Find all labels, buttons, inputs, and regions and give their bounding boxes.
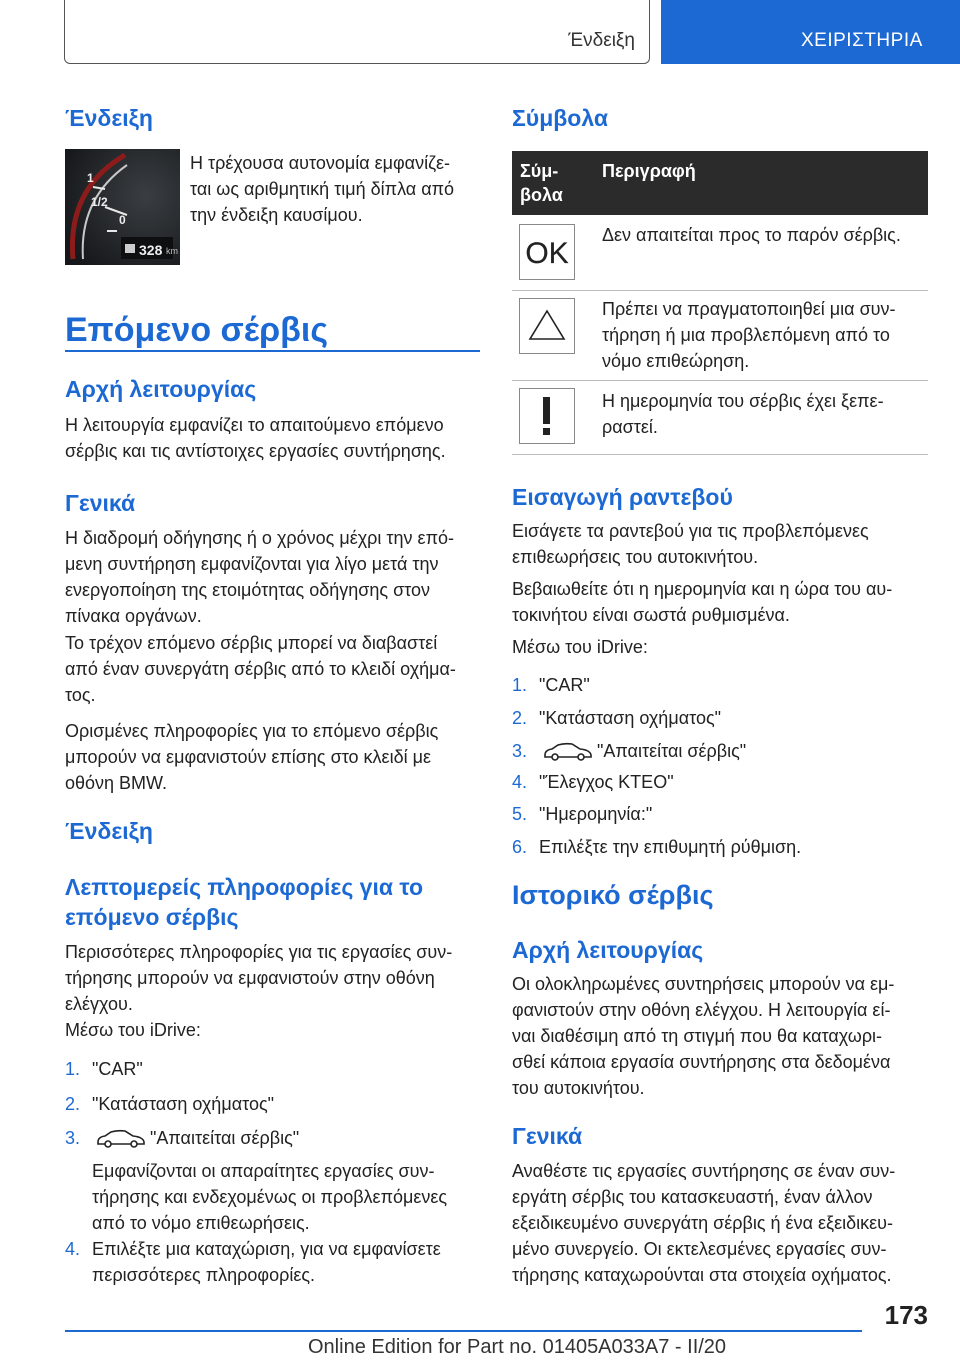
symbols-heading: Σύμβολα: [512, 105, 608, 131]
symbol-row-2-text: Πρέπει να πραγματοποιηθεί μια συν- τήρηση ή μια προβλεπόμενη από το νόμο επιθεώρηση.: [602, 299, 896, 371]
details-text: Περισσότερες πληροφορίες για τις εργασίες συν- τήρησης μπορούν να εμφανιστούν στην οθόνη ελέγχου.: [65, 942, 453, 1014]
gauge-label-half: 1/2: [91, 195, 108, 209]
right-steps-list: 1. "CAR" 2. "Κατάσταση οχήματος" 3. "Απαιτείται σέρβις" 4. "Έλεγχος ΚΤΕΟ" 5. "Ημερομηνία:" 6. Επιλέξτε την επιθυμητή ρύθμιση.: [512, 675, 802, 857]
car-icon: [95, 1128, 147, 1150]
history-heading: Ιστορικό σέρβις: [512, 880, 714, 910]
step3-note: Εμφανίζονται οι απαραίτητες εργασίες συν- τήρησης και ενδεχομένως οι προβλεπόμενες από το νόμο επιθεωρήσεις.: [92, 1161, 448, 1233]
gauge-range-value: 328: [139, 242, 163, 258]
ok-icon: [519, 224, 575, 280]
gauge-label-empty: 0: [119, 213, 126, 227]
svg-text:OK: OK: [525, 237, 569, 270]
table-divider: [512, 454, 928, 455]
gauge-range-unit: km: [166, 246, 178, 256]
idrive-via-right: Μέσω του iDrive:: [512, 637, 648, 657]
left-steps-list: 1. "CAR" 2. "Κατάσταση οχήματος" 3. "Απαιτείται σέρβις" Εμφανίζονται οι απαραίτητες εργασίες συν- τήρησης και ενδεχομένως οι προβλεπόμενες από το νόμο επιθεωρήσεις. 4. Επιλέξτε μια καταχώριση, για να εμφανίσετε περισσότερες πληροφορίες.: [65, 1056, 480, 1286]
display-text: Η τρέχουσα αυτονομία εμφανίζε- ται ως αριθμητική τιμή δίπλα από την ένδειξη καυσίμου.: [190, 153, 455, 225]
fuel-gauge-graphic: [65, 149, 180, 265]
idrive-via: Μέσω του iDrive:: [65, 1020, 201, 1040]
symbol-row-1-text: Δεν απαιτείται προς το παρόν σέρβις.: [602, 225, 901, 245]
appointments-paragraph-1: Εισάγετε τα ραντεβού για τις προβλεπόμενες επιθεωρήσεις του αυτοκινήτου.: [512, 521, 869, 567]
warning-triangle-icon: [519, 298, 575, 354]
details-heading: Λεπτομερείς πληροφορίες για το επόμενο σέρβις: [65, 874, 424, 930]
display-heading: Ένδειξη: [65, 105, 153, 131]
general-paragraph-2: Το τρέχον επόμενο σέρβις μπορεί να διαβαστεί από έναν συνεργάτη σέρβις από το κλειδί οχήμα- τος.: [65, 633, 456, 705]
appointments-heading: Εισαγωγή ραντεβού: [512, 484, 733, 510]
title-rule: [65, 350, 480, 352]
symbols-table-header: [512, 151, 928, 215]
table-divider: [512, 290, 928, 291]
gauge-label-full: 1: [87, 171, 94, 185]
general-paragraph-1: Η διαδρομή οδήγησης ή ο χρόνος μέχρι την επό- μενη συντήρηση εμφανίζονται για λίγο μετά την ενεργοποίηση της ετοιμότητας οδήγησης στον πίνακα οργάνων.: [65, 528, 454, 626]
principle-text: Η λειτουργία εμφανίζει το απαιτούμενο επόμενο σέρβις και τις αντίστοιχες εργασίες συντήρησης.: [65, 415, 446, 461]
page-number: 173: [884, 1300, 928, 1330]
display2-heading: Ένδειξη: [65, 818, 153, 844]
car-icon: [542, 741, 594, 763]
general-heading-right: Γενικά: [512, 1123, 583, 1149]
table-header-symbol: Σύμ- βολα: [520, 161, 563, 205]
appointments-paragraph-2: Βεβαιωθείτε ότι η ημερομηνία και η ώρα του αυ- τοκινήτου είναι σωστά ρυθμισμένα.: [512, 579, 893, 625]
fuel-gauge-image: [65, 149, 180, 265]
principle-heading-right: Αρχή λειτουργίας: [512, 937, 704, 963]
header-chapter-tab: [661, 0, 960, 64]
edition-note: Online Edition for Part no. 01405A033A7 - II/20: [308, 1336, 727, 1358]
general-heading: Γενικά: [65, 490, 136, 516]
footer-rule: [65, 1330, 862, 1332]
principle-heading: Αρχή λειτουργίας: [65, 376, 257, 402]
exclamation-icon: [519, 388, 575, 444]
table-header-description: Περιγραφή: [602, 161, 696, 181]
service-title: Επόμενο σέρβις: [65, 311, 329, 349]
general-text-right: Αναθέστε τις εργασίες συντήρησης σε έναν συν- εργάτη σέρβις του κατασκευαστή, έναν άλλον εξειδικευμένο συνεργάτη σέρβις ή ένα εξειδικευ- μένο συνεργείο. Οι εκτελεσμένες εργασίες συν- τήρησης καταχωρούνται στα στοιχεία οχήματος.: [512, 1161, 896, 1285]
general-paragraph-3: Ορισμένες πληροφορίες για το επόμενο σέρβις μπορούν να εμφανιστούν επίσης στο κλειδί με οθόνη BMW.: [65, 721, 439, 793]
principle-text-right: Οι ολοκληρωμένες συντηρήσεις μπορούν να εμ- φανιστούν στην οθόνη ελέγχου. Η λειτουργία εί- ναι διαθέσιμη από τη στιγμή που θα καταχωρι- σθεί κάποια εργασία συντήρησης στα δεδομένα του αυτοκινήτου.: [512, 974, 895, 1098]
symbol-row-3-text: Η ημερομηνία του σέρβις έχει ξεπε- ραστεί.: [602, 391, 884, 437]
header-chapter-label: ΧΕΙΡΙΣΤΗΡΙΑ: [801, 30, 923, 51]
header-section-tab: [64, 0, 650, 64]
table-divider: [512, 380, 928, 381]
header-section-label: Ένδειξη: [568, 30, 635, 51]
